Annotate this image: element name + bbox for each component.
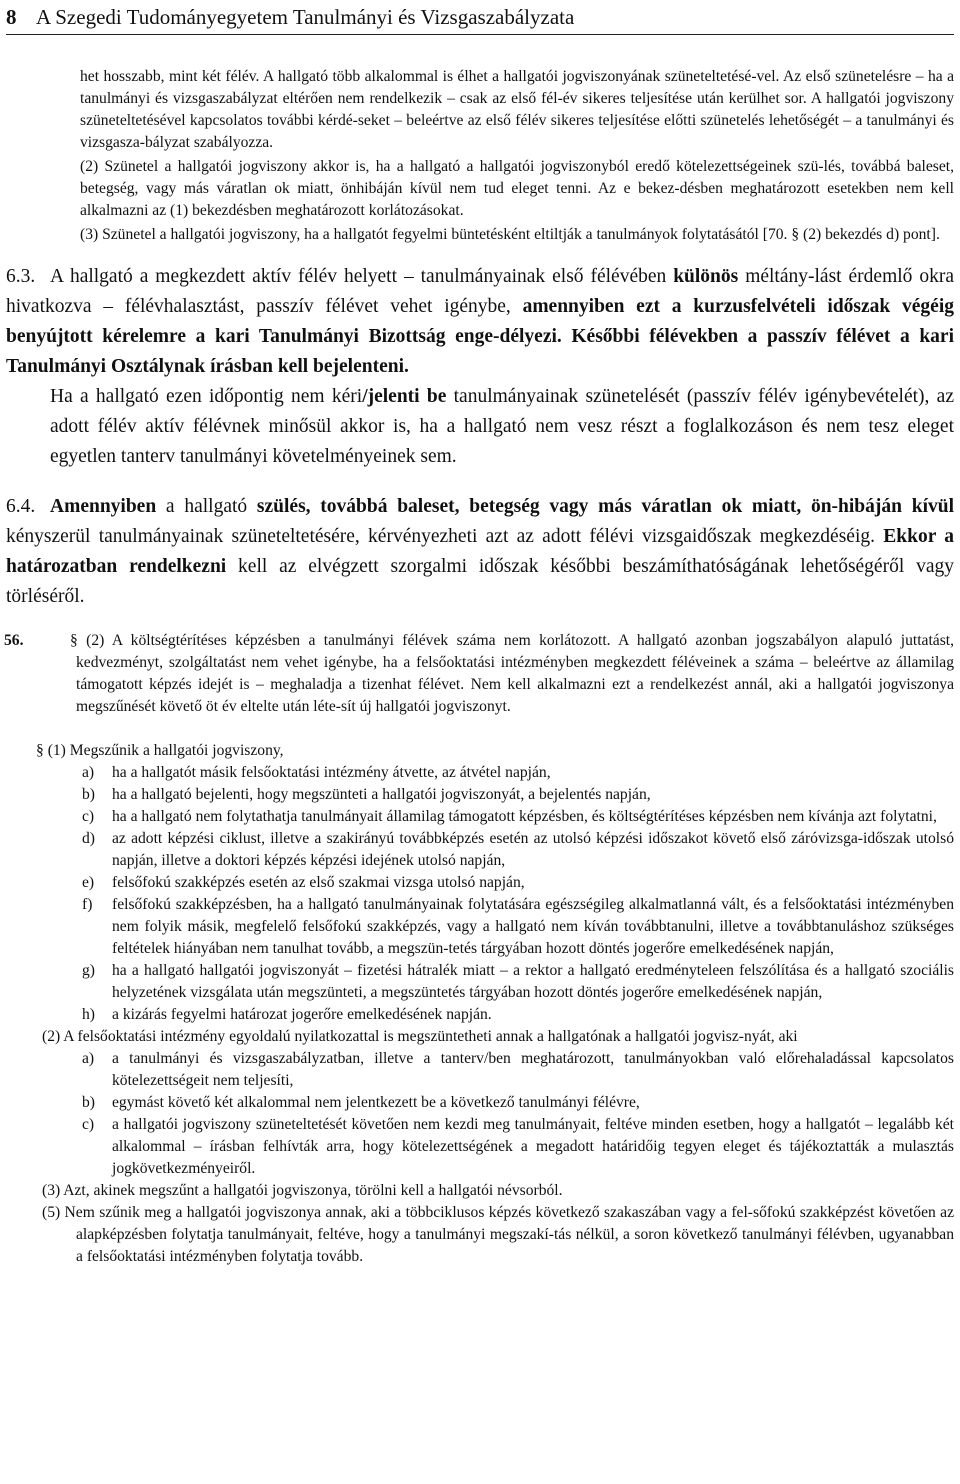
list-item	[6, 1004, 954, 1026]
section-76	[6, 740, 954, 1268]
list-item-label: d)	[82, 830, 95, 847]
list-item-text: ha a hallgatót másik felsőoktatási intézmény átvette, az átvétel napján,	[112, 764, 551, 781]
section-number: 6.3.	[6, 266, 36, 287]
section-number: 56.	[4, 632, 24, 649]
list-item	[6, 806, 954, 828]
paragraph-2: (2) A felsőoktatási intézmény egyoldalú nyilatkozattal is megszüntetheti annak a hallgatónak a hallgatói jogvisz-nyát, aki	[42, 1028, 798, 1045]
list-item	[6, 1114, 954, 1180]
list-item-label: h)	[82, 1006, 95, 1023]
list-item-label: b)	[82, 1094, 95, 1111]
page-number: 8	[6, 5, 17, 29]
list-item-text: ha a hallgató nem folytathatja tanulmányait államilag támogatott képzésben, és költségtérítéses képzésben nem kívánja azt folytatni,	[112, 808, 937, 825]
list-item	[6, 894, 954, 960]
section-76-intro: § (1) Megszűnik a hallgatói jogviszony,	[36, 742, 284, 759]
list-item-text: egymást követő két alkalommal nem jelentkezett be a következő tanulmányi félévre,	[112, 1094, 640, 1111]
paragraph-3: (3) Szünetel a hallgatói jogviszony, ha a hallgatót fegyelmi büntetésként eltiltják a tanulmányok folytatásától [70. § (2) bekezdés d) pont].	[80, 226, 940, 243]
paragraph-1: het hosszabb, mint két félév. A hallgató több alkalommal is élhet a hallgatói jogviszonyának szüneteltetésé-vel. Az első szünetelésre – ha a tanulmányi és vizsgaszabályzat eltérően nem rendelkezik – csak az első fél-év sikeres teljesítése után kerülhet sor. A hallgatói jogviszony szüneteltetésével kapcsolatos további kérdé-seket – beleértve az első félév sikeres teljesítése előtti szünetelés lehetőségét – a tanulmányi és vizsgasza-bályzat szabályozza.	[80, 68, 954, 151]
list-item-text: ha a hallgató bejelenti, hogy megszünteti a hallgatói jogviszonyát, a bejelentés napján,	[112, 786, 651, 803]
list-item-label: e)	[82, 874, 95, 891]
running-title: A Szegedi Tudományegyetem Tanulmányi és Vizsgaszabályzata	[36, 5, 575, 29]
section-number	[6, 740, 36, 762]
list-item-label: c)	[82, 1116, 95, 1133]
list-item-text: felsőfokú szakképzés esetén az első szakmai vizsga utolsó napján,	[112, 874, 525, 891]
section-56: 56. § (2) A költségtérítéses képzésben a tanulmányi félévek száma nem korlátozott. A hallgató azonban jogszabályon alapuló juttatást, kedvezményt, szolgáltatást nem vehet igénybe, ha a felsőoktatási intézményben megkezdett féléveinek a száma – beleértve az államilag támogatott képzés idejét is – meghaladja a tizenhat félévet. Nem kell alkalmazni ezt a rendelkezést annál, aki a hallgatói jogviszonya megszűnését követő öt év eltelte után léte-sít új hallgatói jogviszonyt.	[4, 632, 954, 715]
paragraph-3: (3) Azt, akinek megszűnt a hallgatói jogviszonya, törölni kell a hallgatói névsorból.	[42, 1182, 563, 1199]
section-6-3	[6, 262, 954, 472]
list-item-text: ha a hallgató hallgatói jogviszonyát – fizetési hátralék miatt – a rektor a hallgató eredményteleen felszólítása és a hallgató szociális helyzetének vizsgálata után megszünteti, a megszüntetés tárgyában hozott döntés jogerőre emelkedésének napján,	[112, 962, 954, 1001]
list-item	[6, 784, 954, 806]
section-6-3-para-1: 6.3. A hallgató a megkezdett aktív félév helyett – tanulmányainak első félévében különös méltány-lást érdemlő okra hivatkozva – félévhalasztást, passzív félévet vehet igénybe, amennyiben ezt a kurzusfelvételi időszak végéig benyújtott kérelemre a kari Tanulmányi Bizottság enge-délyezi. Későbbi félévekben a passzív félévet a kari Tanulmányi Osztálynak írásban kell bejelenteni.	[6, 262, 954, 382]
list-item	[6, 828, 954, 872]
list-item-text: az adott képzési ciklust, illetve a szakirányú továbbképzés esetén az utolsó képzési időszakot követő első záróvizsga-időszak utolsó napján, illetve a doktori képzés képzési idejének utolsó napján,	[112, 830, 954, 869]
list-item	[6, 1048, 954, 1092]
section-6-4	[6, 492, 954, 612]
list-item-label: c)	[82, 808, 95, 825]
paragraph-5: (5) Nem szűnik meg a hallgatói jogviszonya annak, aki a többciklusos képzés következő szakaszában vagy a fel-sőfokú szakképzést követően az alapképzésben folytatja tanulmányait, feltéve, hogy a tanulmányi megszakí-tás nélkül, a soron következő tanulmányi félévben, ugyanabban a felsőoktatási intézményben folytatja tovább.	[42, 1204, 954, 1265]
list-item	[6, 960, 954, 1004]
list-item-text: a tanulmányi és vizsgaszabályzatban, illetve a tanterv/ben meghatározott, tanulmányokban való előrehaladással kapcsolatos kötelezettségeit nem teljesíti,	[112, 1050, 954, 1089]
list-item-label: g)	[82, 962, 95, 979]
list-item-label: b)	[82, 786, 95, 803]
list-item-text: a hallgatói jogviszony szüneteltetését követően nem kezdi meg tanulmányait, feltéve minden esetben, hogy a hallgatót – legalább két alkalommal – írásban felhívták arra, hogy kötelezettségének a megadott határidőig tegyen eleget és tájékoztatták a mulasztás jogkövetkezményeiről.	[112, 1116, 954, 1177]
list-item	[6, 1092, 954, 1114]
list-item-text: felsőfokú szakképzésben, ha a hallgató tanulmányainak folytatására egészségileg alkalmatlanná vált, és a felsőoktatási intézményben nem folyik másik, megfelelő felsőfokú szakképzés, vagy a hallgató nem kíván továbbtanulni, illetve a továbbtanuláshoz szükséges feltételek hiányában nem tanulhat tovább, a megszün-tetés tárgyában hozott döntés jogerőre emelkedésének napján,	[112, 896, 954, 957]
continued-section	[80, 66, 954, 246]
section-number: 6.4.	[6, 496, 36, 517]
list-item	[6, 872, 954, 894]
list-item-label: a)	[82, 1050, 95, 1067]
paragraph-2: (2) Szünetel a hallgatói jogviszony akkor is, ha a hallgató a hallgatói jogviszonyból eredő kötelezettségeinek szü-lés, továbbá baleset, betegség, vagy más váratlan ok miatt, önhibáján kívül nem tud eleget tenni. Az e bekez-désben meghatározott esetekben nem kell alkalmazni az (1) bekezdésben meghatározott korlátozásokat.	[80, 158, 954, 219]
list-item	[6, 762, 954, 784]
section-6-4-para: 6.4. Amennyiben a hallgató szülés, továbbá baleset, betegség vagy más váratlan ok miatt, ön-hibáján kívül kényszerül tanulmányainak szüneteltetésére, kérvényezheti azt az adott félévi vizsgaidőszak megkezdéséig. Ekkor a határozatban rendelkezni kell az elvégzett szorgalmi időszak későbbi beszámíthatóságának lehetőségéről vagy törléséről.	[6, 492, 954, 612]
list-item-text: a kizárás fegyelmi határozat jogerőre emelkedésének napján.	[112, 1006, 492, 1023]
list-item-label: a)	[82, 764, 95, 781]
list-1	[6, 762, 954, 1026]
list-item-label: f)	[82, 896, 93, 913]
list-2	[6, 1048, 954, 1180]
section-6-3-para-2: Ha a hallgató ezen időpontig nem kéri/jelenti be tanulmányainak szünetelését (passzív félév igénybevételét), az adott félév aktív félévnek minősül akkor is, ha a hallgató nem vesz részt a foglalkozáson és nem tesz eleget egyetlen tanterv tanulmányi követelményeinek sem.	[50, 386, 954, 467]
page-header	[6, 2, 954, 35]
